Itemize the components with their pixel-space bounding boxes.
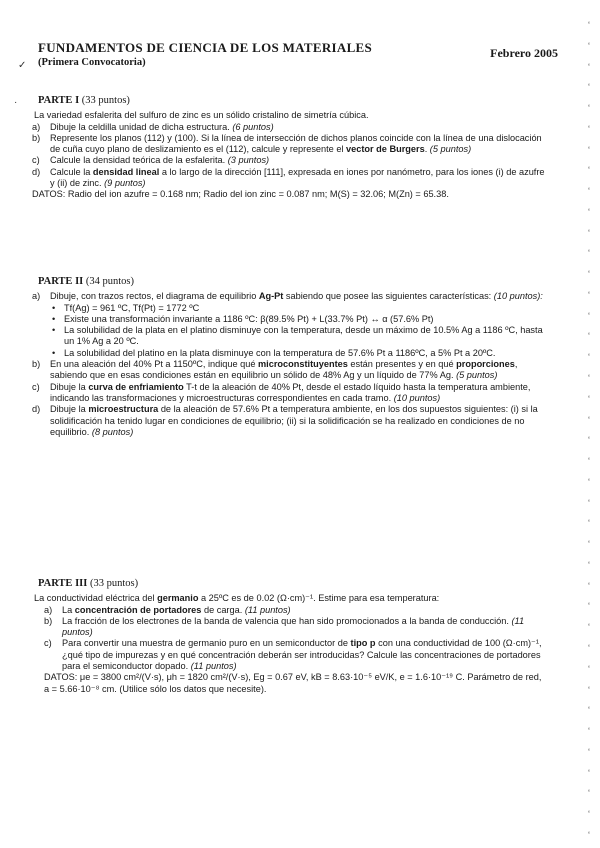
item-label: b) <box>44 615 53 626</box>
binding-hole-icon: ʻ <box>588 20 590 30</box>
intro-text-bold: germanio <box>157 593 199 604</box>
bullet-icon: • <box>52 313 56 324</box>
bullet-item <box>52 314 547 325</box>
parte-1-item-a <box>32 122 547 133</box>
item-text-post: , sabiendo que en esas condiciones están en equilibrio un sólido de 48% Ag y un líquido de 77% Ag. <box>50 359 518 381</box>
parte-1-item-b <box>32 133 547 156</box>
item-text-post: . <box>424 144 430 155</box>
binding-hole-icon: ʻ <box>588 186 590 197</box>
binding-hole-icon: ʻ <box>588 352 590 363</box>
item-text-post: de carga. <box>201 604 245 615</box>
binding-hole-icon: ʻ <box>588 248 590 259</box>
binding-hole-icon: ʻ <box>588 539 590 550</box>
bullet-item <box>52 303 547 314</box>
bullet-item <box>52 325 547 348</box>
parte-3-item-b <box>44 616 547 639</box>
item-points: (5 puntos) <box>429 144 472 155</box>
item-text-bold: concentración de portadores <box>74 604 202 615</box>
pencil-tick-mark: ✓ <box>18 60 27 71</box>
parte-2-points: (34 puntos) <box>85 276 134 287</box>
binding-hole-icon: ʻ <box>588 144 590 155</box>
item-text <box>50 291 547 302</box>
item-text-bold: tipo p <box>350 638 376 649</box>
item-label: d) <box>32 166 41 177</box>
binding-hole-icon: ʻ <box>588 165 590 176</box>
item-text-post: con una conductividad de 100 (Ω·cm)⁻¹, ¿qué tipo de impurezas y en qué concentración deberán ser introducidas? Calcule las concentraciones de portadores para el semiconductor dopado. <box>62 638 542 672</box>
binding-hole-icon: ʻ <box>588 414 590 425</box>
binding-hole-icon: ʻ <box>588 788 590 799</box>
exam-title: FUNDAMENTOS DE CIENCIA DE LOS MATERIALES <box>38 40 373 55</box>
item-points: (11 puntos) <box>244 604 291 615</box>
parte-2 <box>32 276 547 438</box>
parte-3-heading <box>38 578 547 589</box>
item-points: (11 puntos) <box>190 661 237 672</box>
item-text-main: Dibuje, con trazos rectos, el diagrama de equilibrio <box>50 291 259 302</box>
parte-1-intro: La variedad esfalerita del sulfuro de zinc es un sólido cristalino de simetría cúbica. <box>34 110 369 121</box>
item-text-post: de la aleación de 57.6% Pt a temperatura ambiente, en los dos supuestos siguientes: (i) si la solidificación ha tenido lugar en condiciones de equilibrio; (ii) si la solidificación se ha realizado en condiciones de no equilibrio. <box>50 404 538 437</box>
item-text-main: Dibuje la <box>50 404 89 415</box>
binding-hole-icon: ʻ <box>588 61 590 72</box>
item-text-bold: microconstituyentes <box>258 359 348 370</box>
exam-subtitle: (Primera Convocatoria) <box>38 57 146 68</box>
parte-1-item-d <box>32 167 547 190</box>
exam-date: Febrero 2005 <box>490 46 558 60</box>
binding-hole-icon: ʻ <box>588 642 590 653</box>
parte-1-item-c <box>32 155 547 166</box>
bullet-text: La solubilidad de la plata en el platino disminuye con la temperatura, desde un máximo de 10.5% Ag a 1186 ºC, hasta un 1% Ag a 20 ºC. <box>64 325 543 347</box>
binding-hole-icon: ʻ <box>588 393 590 404</box>
binding-hole-icon: ʻ <box>588 705 590 716</box>
item-points: (10 puntos) <box>393 392 441 403</box>
item-label: c) <box>32 155 40 166</box>
parte-3-datos: DATOS: μe = 3800 cm²/(V·s), μh = 1820 cm²/(V·s), Eg = 0.67 eV, kB = 8.63·10⁻⁵ eV/K, e = 1.6·10⁻¹⁹ C. Parámetro de red, a = 5.66·10⁻⁸ cm. (Utilice sólo los datos que necesite). <box>44 672 542 694</box>
item-label: d) <box>32 404 41 415</box>
binding-hole-icon: ʻ <box>588 289 590 300</box>
parte-3-points: (33 puntos) <box>89 578 139 589</box>
binding-hole-icon: ʻ <box>588 518 590 529</box>
item-text-bold: microestructura <box>88 404 159 415</box>
bullet-item <box>52 348 547 359</box>
parte-1-title: PARTE I <box>38 95 80 106</box>
binding-hole-icon: ʻ <box>588 663 590 674</box>
item-text-main: Represente los planos (112) y (100). Si la línea de intersección de dichos planos coincide con la línea de una dislocación de cuña cuyo plano de deslizamiento es el (112), calcule y represente el <box>50 132 542 155</box>
item-points: (3 puntos) <box>227 155 270 166</box>
binding-hole-icon: ʻ <box>588 580 590 591</box>
binding-hole-icon: ʻ <box>588 331 590 342</box>
item-text-main: La fracción de los electrones de la banda de valencia que han sido promocionados a la banda de conducción. <box>62 615 512 626</box>
item-text-main: Para convertir una muestra de germanio puro en un semiconductor de <box>62 638 351 649</box>
item-label: a) <box>32 121 41 132</box>
pencil-dot-mark: · <box>14 97 18 108</box>
item-text <box>50 404 547 438</box>
parte-1-datos: DATOS: Radio del ion azufre = 0.168 nm; Radio del ion zinc = 0.087 nm; M(S) = 32.06; M(Zn) = 65.38. <box>32 189 449 200</box>
item-text-main: Dibuje la celdilla unidad de dicha estructura. <box>50 121 233 132</box>
item-label: c) <box>32 381 40 392</box>
item-points: (11 puntos) <box>62 615 525 638</box>
item-text-main: En una aleación del 40% Pt a 1150ºC, indique qué <box>50 359 259 370</box>
item-text <box>62 638 547 672</box>
parte-2-item-c <box>32 382 547 405</box>
bullet-text: Existe una transformación invariante a 1186 ºC: β(89.5% Pt) + L(33.7% Pt) ↔ α (57.6% Pt) <box>64 313 434 324</box>
bullet-text: La solubilidad del platino en la plata disminuye con la temperatura de 57.6% Pt a 1186ºC, a 5% Pt a 20ºC. <box>64 347 496 358</box>
item-label: a) <box>32 291 41 302</box>
item-text <box>50 167 547 190</box>
item-text <box>50 155 547 166</box>
item-text-main: La <box>62 604 75 615</box>
parte-1 <box>32 95 547 201</box>
parte-2-heading <box>38 276 547 287</box>
binding-hole-icon: ʻ <box>588 310 590 321</box>
binding-hole-icon: ʻ <box>588 746 590 757</box>
item-points: (5 puntos) <box>456 370 498 381</box>
intro-text-post: a 25ºC es de 0.02 (Ω·cm)⁻¹. Estime para esa temperatura: <box>198 593 440 604</box>
binding-hole-icon: ʻ <box>588 601 590 612</box>
item-points: (6 puntos) <box>232 121 274 132</box>
item-text-bold: Ag-Pt <box>258 291 284 302</box>
binding-hole-icon: ʻ <box>588 809 590 820</box>
binding-hole-icon: ʻ <box>588 103 590 114</box>
item-text <box>50 359 547 382</box>
item-text <box>62 605 547 616</box>
item-label: a) <box>44 604 53 615</box>
item-text-post: T-t de la aleación de 40% Pt, desde el estado líquido hasta la temperatura ambiente, indicando las transformaciones y microestructuras correspondientes en cada tramo. <box>50 381 531 403</box>
bullet-icon: • <box>52 325 56 336</box>
parte-2-item-a <box>32 291 547 302</box>
exam-header <box>38 40 558 68</box>
bullet-icon: • <box>52 347 56 358</box>
binding-hole-icon: ʻ <box>588 767 590 778</box>
binding-hole-icon: ʻ <box>588 227 590 238</box>
item-text-bold: proporciones <box>456 359 515 370</box>
binding-hole-icon: ʻ <box>588 622 590 633</box>
binding-hole-icon: ʻ <box>588 82 590 93</box>
bullet-icon: • <box>52 302 56 313</box>
binding-marks <box>582 20 596 840</box>
intro-text: La conductividad eléctrica del <box>34 593 158 604</box>
binding-hole-icon: ʻ <box>588 40 590 51</box>
item-text <box>50 122 547 133</box>
item-text-bold: curva de enfriamiento <box>88 381 184 392</box>
item-text-mid: están presentes y en qué <box>347 359 457 370</box>
parte-1-points: (33 puntos) <box>81 95 130 106</box>
item-points: (9 puntos) <box>104 178 146 189</box>
binding-hole-icon: ʻ <box>588 497 590 508</box>
binding-hole-icon: ʻ <box>588 123 590 134</box>
item-points: (8 puntos) <box>91 426 134 437</box>
binding-hole-icon: ʻ <box>588 684 590 695</box>
item-label: c) <box>44 638 52 649</box>
binding-hole-icon: ʻ <box>588 269 590 280</box>
parte-3-intro <box>34 593 547 604</box>
parte-3 <box>32 578 547 695</box>
item-text-main: Dibuje la <box>50 381 89 392</box>
item-text-post: a lo largo de la dirección [111], expresada en iones por nanómetro, para los iones (i) de azufre y (ii) de zinc. <box>50 166 545 189</box>
bullet-text: Tf(Ag) = 961 ºC, Tf(Pt) = 1772 ºC <box>64 302 200 313</box>
parte-2-item-d <box>32 404 547 438</box>
binding-hole-icon: ʻ <box>588 829 590 840</box>
binding-hole-icon: ʻ <box>588 559 590 570</box>
binding-hole-icon: ʻ <box>588 435 590 446</box>
item-text <box>50 133 547 156</box>
parte-2-title: PARTE II <box>38 276 84 287</box>
item-label: b) <box>32 359 41 370</box>
binding-hole-icon: ʻ <box>588 476 590 487</box>
item-points: (10 puntos): <box>493 291 543 302</box>
item-text-post: sabiendo que posee las siguientes características: <box>283 291 494 302</box>
item-text-main: Calcule la <box>50 166 93 177</box>
item-text <box>62 616 547 639</box>
item-text-bold: vector de Burgers <box>346 144 425 155</box>
binding-hole-icon: ʻ <box>588 206 590 217</box>
parte-3-item-c <box>44 638 547 672</box>
parte-3-title: PARTE III <box>38 578 88 589</box>
item-label: b) <box>32 132 41 143</box>
parte-3-item-a <box>44 605 547 616</box>
parte-2-item-b <box>32 359 547 382</box>
item-text-bold: densidad lineal <box>92 166 160 177</box>
parte-1-heading <box>38 95 547 106</box>
item-text-main: Calcule la densidad teórica de la esfalerita. <box>50 155 228 166</box>
binding-hole-icon: ʻ <box>588 726 590 737</box>
item-text <box>50 382 547 405</box>
binding-hole-icon: ʻ <box>588 456 590 467</box>
binding-hole-icon: ʻ <box>588 373 590 384</box>
